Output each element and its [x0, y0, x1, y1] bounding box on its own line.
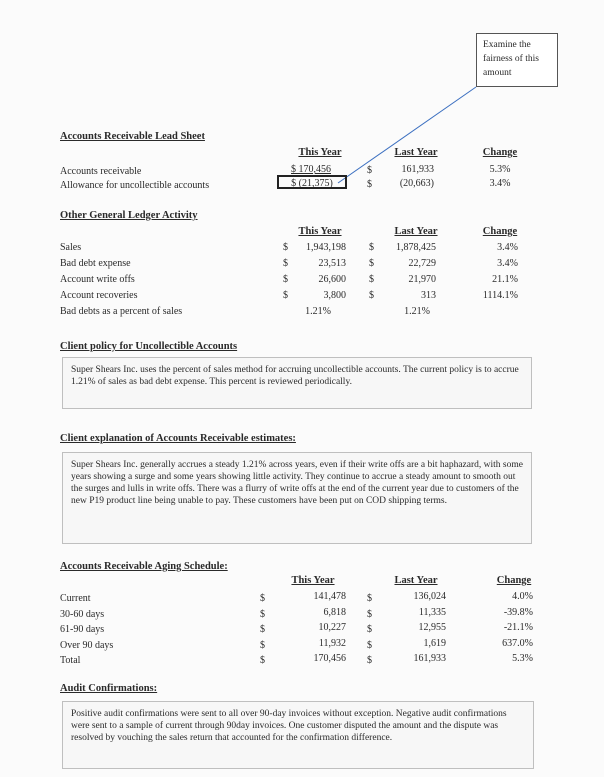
- gl-row-label: Account recoveries: [60, 290, 138, 301]
- highlighted-allowance-box: $ (21,375): [277, 175, 347, 189]
- aging-row-change: 5.3%: [512, 653, 533, 664]
- aging-row-label: 30-60 days: [60, 609, 105, 620]
- aging-row-this-year: 141,478: [313, 591, 346, 602]
- lead-row-last-year: (20,663): [399, 178, 434, 189]
- aging-row-last-year: 136,024: [413, 591, 446, 602]
- gl-header-last-year: Last Year: [394, 226, 438, 237]
- aging-row-currency: $: [260, 655, 265, 666]
- aging-row-last-year: 12,955: [418, 622, 446, 633]
- gl-row-last-cur: $: [369, 242, 374, 253]
- aging-header-this-year: This Year: [291, 575, 335, 586]
- gl-row-this-cur: $: [283, 290, 288, 301]
- gl-row-this-year: 3,800: [323, 290, 346, 301]
- aging-row-currency: $: [260, 593, 265, 604]
- aging-row-this-year: 170,456: [313, 653, 346, 664]
- lead-row-change: 3.4%: [489, 178, 511, 189]
- gl-row-change: 3.4%: [497, 242, 518, 253]
- gl-row-last-cur: $: [369, 258, 374, 269]
- aging-header-change: Change: [496, 575, 532, 586]
- lead-sheet-title: Accounts Receivable Lead Sheet: [60, 131, 205, 142]
- aging-row-currency: $: [260, 624, 265, 635]
- lead-row-label: Allowance for uncollectible accounts: [60, 180, 210, 191]
- aging-row-change: -21.1%: [503, 622, 533, 633]
- aging-row-last-year: 11,335: [418, 607, 446, 618]
- explanation-title: Client explanation of Accounts Receivable estimates:: [60, 433, 296, 444]
- gl-title: Other General Ledger Activity: [60, 210, 198, 221]
- lead-row-currency: $: [367, 165, 372, 176]
- lead-header-last-year: Last Year: [394, 147, 438, 158]
- aging-row-this-year: 11,932: [318, 638, 346, 649]
- aging-row-change: -39.8%: [503, 607, 533, 618]
- gl-row-this-year: 1,943,198: [306, 242, 346, 253]
- gl-row-last-year: 1,878,425: [396, 242, 436, 253]
- aging-row-label: Over 90 days: [60, 640, 114, 651]
- lead-row-this-year: $ 170,456: [291, 164, 331, 175]
- aging-row-change: 637.0%: [502, 638, 533, 649]
- gl-row-label: Sales: [60, 242, 82, 253]
- gl-row-last-year: 313: [421, 290, 436, 301]
- aging-row-label: 61-90 days: [60, 624, 105, 635]
- policy-text: Super Shears Inc. uses the percent of sales method for accruing uncollectible accounts. The current policy is to accrue 1.21% of sales as bad debt expense. This percent is reviewed periodically.: [71, 365, 519, 387]
- gl-row-change: 1114.1%: [482, 290, 518, 301]
- gl-row-this-year: 26,600: [318, 274, 346, 285]
- callout-text: Examine the fairness of this amount: [483, 40, 539, 78]
- confirmations-text: Positive audit confirmations were sent to all over 90-day invoices without exception. Negative audit confirmations were sent to a sample of current through 90day invoices. One customer disputed the amount and the dispute was resolved by vouching the sales return that accounted for the confirmation difference.: [71, 709, 507, 743]
- aging-title: Accounts Receivable Aging Schedule:: [60, 561, 228, 572]
- gl-row-this-cur: $: [283, 258, 288, 269]
- gl-row-last-year: 1.21%: [404, 306, 430, 317]
- gl-row-change: 21.1%: [492, 274, 518, 285]
- lead-row-label: Accounts receivable: [60, 166, 142, 177]
- aging-row-last-year: 161,933: [413, 653, 446, 664]
- aging-row-this-year: 10,227: [318, 622, 346, 633]
- aging-row-currency: $: [260, 609, 265, 620]
- aging-row-change: 4.0%: [512, 591, 533, 602]
- gl-row-label: Bad debts as a percent of sales: [60, 306, 183, 317]
- confirmations-box: [62, 701, 534, 769]
- lead-row-change: 5.3%: [489, 164, 511, 175]
- gl-row-last-cur: $: [369, 290, 374, 301]
- gl-row-this-cur: $: [283, 274, 288, 285]
- gl-row-last-cur: $: [369, 274, 374, 285]
- aging-row-currency: $: [367, 593, 372, 604]
- gl-row-this-cur: $: [283, 242, 288, 253]
- gl-row-this-year: 1.21%: [305, 306, 331, 317]
- aging-row-label: Total: [60, 655, 81, 666]
- lead-header-change: Change: [482, 147, 518, 158]
- gl-header-change: Change: [482, 226, 518, 237]
- gl-row-last-year: 21,970: [408, 274, 436, 285]
- aging-row-this-year: 6,818: [323, 607, 346, 618]
- gl-header-this-year: This Year: [298, 226, 342, 237]
- gl-row-this-year: 23,513: [318, 258, 346, 269]
- gl-row-label: Account write offs: [60, 274, 135, 285]
- gl-row-change: 3.4%: [497, 258, 518, 269]
- explanation-text: Super Shears Inc. generally accrues a steady 1.21% across years, even if their write offs are a bit haphazard, with some years showing a surge and some years showing little activity. They continue to accrue a steady amount to smooth out the surges and lulls in write offs. There was a flurry of write offs at the end of the current year due to customers of the new P19 product line being unable to pay. These customers have been put on COD shipping terms.: [71, 460, 523, 506]
- aging-row-currency: $: [367, 624, 372, 635]
- aging-row-currency: $: [367, 640, 372, 651]
- aging-row-label: Current: [60, 593, 91, 604]
- gl-row-last-year: 22,729: [408, 258, 436, 269]
- aging-row-currency: $: [367, 655, 372, 666]
- aging-header-last-year: Last Year: [394, 575, 438, 586]
- explanation-box: [62, 452, 532, 544]
- aging-row-last-year: 1,619: [423, 638, 446, 649]
- gl-row-label: Bad debt expense: [60, 258, 131, 269]
- lead-row-currency: $: [367, 179, 372, 190]
- lead-row-last-year: 161,933: [401, 164, 434, 175]
- aging-row-currency: $: [260, 640, 265, 651]
- lead-header-this-year: This Year: [298, 147, 342, 158]
- policy-title: Client policy for Uncollectible Accounts: [60, 341, 238, 352]
- policy-box: [62, 357, 532, 409]
- aging-row-currency: $: [367, 609, 372, 620]
- confirmations-title: Audit Confirmations:: [60, 683, 158, 694]
